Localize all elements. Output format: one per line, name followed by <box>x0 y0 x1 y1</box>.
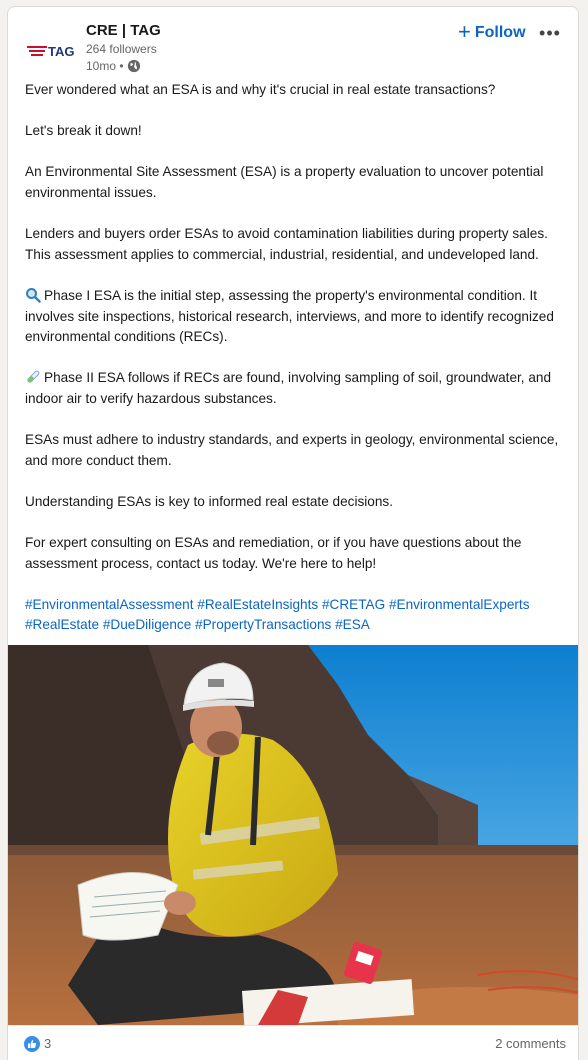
magnifying-glass-icon <box>25 287 41 303</box>
paragraph-text: Phase II ESA follows if RECs are found, involving sampling of soil, groundwater, and indoor air to verify hazardous substances. <box>25 370 552 406</box>
paragraph: Ever wondered what an ESA is and why it's crucial in real estate transactions? <box>25 82 496 97</box>
plus-icon: + <box>458 19 471 44</box>
test-tube-icon <box>25 369 41 385</box>
actor-info <box>86 21 161 75</box>
post-meta <box>86 57 161 75</box>
hashtag-link[interactable]: #EnvironmentalExperts <box>388 596 530 612</box>
like-reaction-icon <box>24 1036 40 1052</box>
post-time: 10mo • <box>86 59 124 73</box>
hashtag-link[interactable]: #RealEstateInsights <box>197 596 319 612</box>
thumbs-up-icon <box>27 1039 37 1049</box>
follower-count: 264 followers <box>86 42 157 56</box>
paragraph: An Environmental Site Assessment (ESA) is a property evaluation to uncover potential environmental issues. <box>25 164 544 200</box>
paragraph-text: Phase I ESA is the initial step, assessing the property's environmental condition. It involves site inspections, historical research, interviews, and more to identify recognized environmental conditions (RECs). <box>25 287 554 345</box>
ellipsis-icon[interactable]: ••• <box>539 22 561 43</box>
paragraph: For expert consulting on ESAs and remediation, or if you have questions about the assessment process, contact us today. We're here to help! <box>25 535 522 571</box>
follow-button[interactable] <box>452 19 532 47</box>
feed-post-card <box>7 6 579 1060</box>
paragraph-phase-one <box>25 286 565 348</box>
cre-tag-logo <box>26 41 74 61</box>
company-name[interactable]: CRE | TAG <box>86 22 161 39</box>
follow-label: Follow <box>474 24 526 41</box>
globe-icon <box>127 59 141 73</box>
hashtag-link[interactable]: #PropertyTransactions <box>195 617 332 633</box>
paragraph: ESAs must adhere to industry standards, and experts in geology, environmental science, and more conduct them. <box>25 432 559 468</box>
comments-count-link[interactable]: 2 comments <box>495 1036 566 1051</box>
hashtag-link[interactable]: #CRETAG <box>321 596 386 612</box>
post-header <box>8 7 578 83</box>
hashtag-link[interactable]: #RealEstate <box>25 617 100 633</box>
company-logo[interactable] <box>26 27 74 75</box>
paragraph: Let's break it down! <box>25 123 142 139</box>
post-image[interactable] <box>8 645 579 1025</box>
post-commentary <box>25 80 565 636</box>
hashtag-link[interactable]: #DueDiligence <box>102 617 192 633</box>
worker-photo <box>8 645 579 1025</box>
reactions-count[interactable] <box>24 1036 51 1052</box>
hashtag-link[interactable]: #EnvironmentalAssessment <box>25 596 194 612</box>
paragraph-phase-two <box>25 368 565 409</box>
paragraph: Lenders and buyers order ESAs to avoid contamination liabilities during property sales. This assessment applies to commercial, industrial, residential, and undeveloped land. <box>25 226 548 262</box>
hashtag-list <box>25 595 565 636</box>
social-counts-bar <box>8 1025 579 1060</box>
svg-text:TAG: TAG <box>48 44 74 59</box>
reaction-count: 3 <box>44 1036 52 1051</box>
paragraph: Understanding ESAs is key to informed real estate decisions. <box>25 493 393 509</box>
hashtag-link[interactable]: #ESA <box>335 617 370 633</box>
